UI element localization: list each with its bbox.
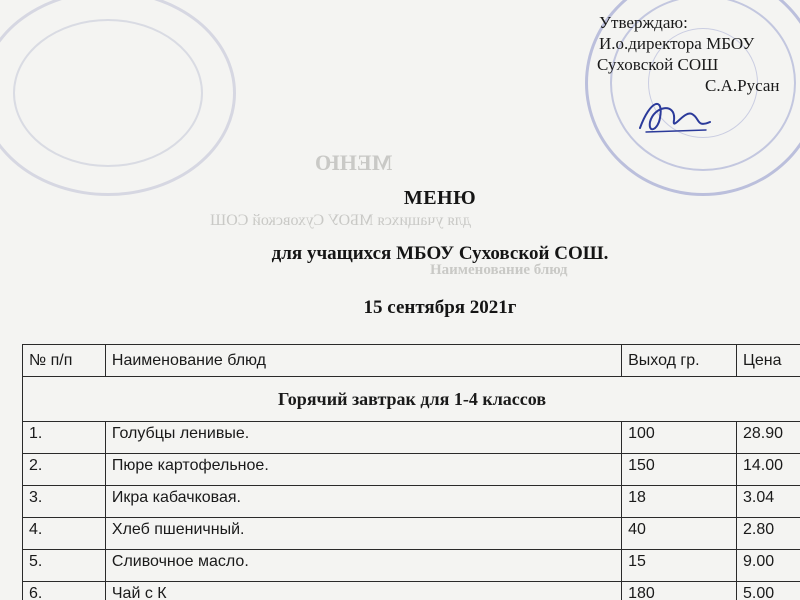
header-weight: Выход гр. <box>622 345 737 377</box>
table-header-row <box>23 345 800 377</box>
cell-dish-name: Сливочное масло. <box>105 550 621 582</box>
cell-price: 14.00 <box>737 454 800 486</box>
cell-number: 1. <box>23 422 106 454</box>
cell-weight: 18 <box>622 486 737 518</box>
cell-number: 2. <box>23 454 106 486</box>
table-row <box>23 486 800 518</box>
cell-price: 5.00 <box>737 582 800 600</box>
header-number: № п/п <box>23 345 106 377</box>
cell-price: 9.00 <box>737 550 800 582</box>
cell-dish-name: Икра кабачковая. <box>105 486 621 518</box>
section-row <box>23 377 800 422</box>
cell-weight: 40 <box>622 518 737 550</box>
approval-line-1: Утверждаю: <box>599 13 688 32</box>
table-row <box>23 582 800 600</box>
document-date: 15 сентября 2021г <box>363 297 517 318</box>
cell-weight: 150 <box>622 454 737 486</box>
signature-scribble <box>636 92 716 140</box>
cell-weight: 15 <box>622 550 737 582</box>
cell-dish-name: Хлеб пшеничный. <box>105 518 621 550</box>
cell-dish-name: Пюре картофельное. <box>105 454 621 486</box>
left-stamp-seal <box>0 0 236 196</box>
approval-block <box>597 12 779 96</box>
table-row <box>23 422 800 454</box>
cell-price: 28.90 <box>737 422 800 454</box>
section-title: Горячий завтрак для 1-4 классов <box>23 377 800 422</box>
table-row <box>23 550 800 582</box>
ghost-line-mirror: для учащихся МБОУ Суховской СОШ <box>210 212 471 229</box>
table-row <box>23 518 800 550</box>
cell-dish-name: Чай с К <box>105 582 621 600</box>
approval-line-3: Суховской СОШ <box>597 55 719 74</box>
cell-number: 5. <box>23 550 106 582</box>
cell-price: 3.04 <box>737 486 800 518</box>
ghost-title-mirror: МЕНЮ <box>315 150 393 175</box>
cell-number: 3. <box>23 486 106 518</box>
document-subtitle: для учащихся МБОУ Суховской СОШ. <box>271 243 609 264</box>
cell-dish-name: Голубцы ленивые. <box>105 422 621 454</box>
cell-price: 2.80 <box>737 518 800 550</box>
header-price: Цена <box>737 345 800 377</box>
header-dish-name: Наименование блюд <box>105 345 621 377</box>
cell-weight: 180 <box>622 582 737 600</box>
ghost-overlay-line: Наименование блюд <box>430 262 568 278</box>
approval-line-4: С.А.Русан <box>705 76 780 95</box>
document-title: МЕНЮ <box>403 187 477 209</box>
cell-number: 4. <box>23 518 106 550</box>
menu-table <box>22 344 800 600</box>
table-row <box>23 454 800 486</box>
cell-weight: 100 <box>622 422 737 454</box>
approval-line-2: И.о.директора МБОУ <box>599 34 755 53</box>
cell-number: 6. <box>23 582 106 600</box>
